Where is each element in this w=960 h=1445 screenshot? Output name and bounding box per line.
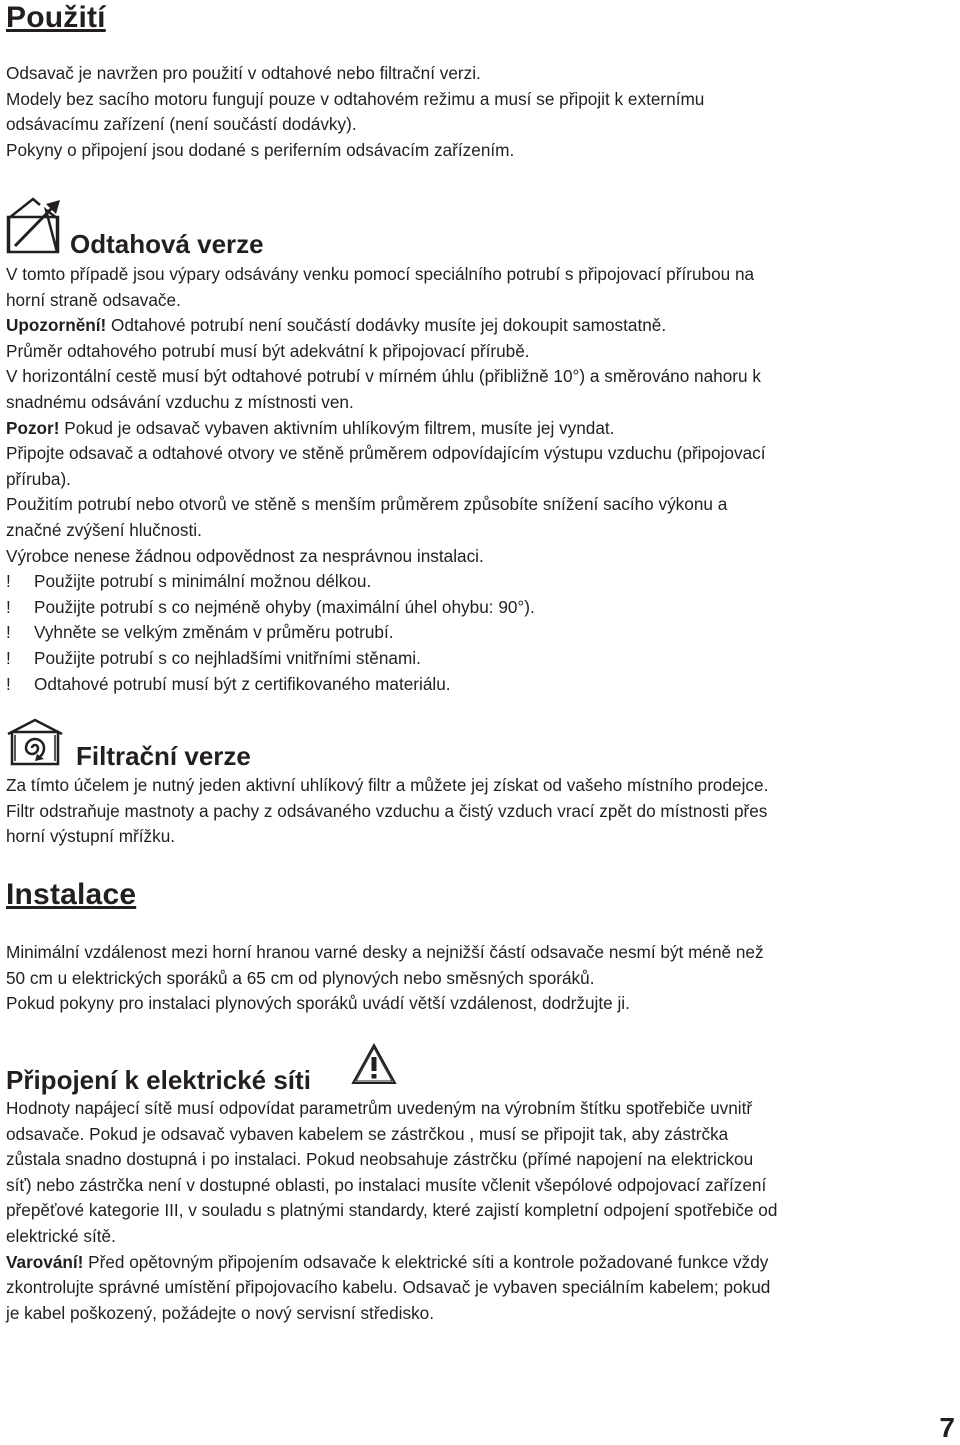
- warning-line: [6, 313, 951, 339]
- bullet-mark: !: [6, 571, 11, 592]
- installation-title: Instalace: [6, 878, 137, 911]
- text-line: síť) nebo zástrčka není v dostupné oblasti, po instalaci musíte včlenit všepólové odpojovací zařízení: [6, 1174, 767, 1195]
- text-line: Pokyny o připojení jsou dodané s periferním odsávacím zařízením.: [6, 139, 515, 160]
- text-line: Průměr odtahového potrubí musí být adekvátní k připojovací přírubě.: [6, 340, 530, 361]
- text-line: Minimální vzdálenost mezi horní hranou varné desky a nejnižší částí odsavače nesmí být méně než: [6, 942, 764, 962]
- warning-triangle-icon: [351, 1043, 397, 1085]
- caution-text: Pokud je odsavač vybaven aktivním uhlíkovým filtrem, musíte jej vyndat.: [59, 417, 615, 438]
- house-recirculation-icon: [6, 718, 64, 766]
- page-number: 7: [939, 1412, 955, 1443]
- text-line: Filtr odstraňuje mastnoty a pachy z odsávaného vzduchu a čistý vzduch vrací zpět do místnosti přes: [6, 800, 768, 821]
- text-line: V horizontální cestě musí být odtahové potrubí v mírném úhlu (přibližně 10°) a směrováno nahoru k: [6, 366, 761, 387]
- bullet-item: ! Odtahové potrubí musí být z certifikovaného materiálu.: [6, 672, 951, 698]
- text-line: je kabel poškozený, požádejte o nový servisní středisko.: [6, 1302, 435, 1323]
- bullet-item: ! Použijte potrubí s minimální možnou délkou.: [6, 569, 951, 595]
- warning-text: Odtahové potrubí není součástí dodávky musíte jej dokoupit samostatně.: [106, 315, 667, 336]
- warning-label: Upozornění!: [6, 315, 107, 336]
- text-line: Hodnoty napájecí sítě musí odpovídat parametrům uvedeným na výrobním štítku spotřebiče uvnitř: [6, 1098, 753, 1118]
- bullet-item: ! Použijte potrubí s co nejméně ohyby (maximální úhel ohybu: 90°).: [6, 595, 951, 621]
- text-line: odsavače. Pokud je odsavač vybaven kabelem se zástrčkou , musí se připojit tak, aby zástrčka: [6, 1123, 729, 1144]
- caution-line: [6, 416, 951, 442]
- text-line: snadnému odsávání vzduchu z místnosti ven.: [6, 391, 354, 412]
- filter-body: [6, 773, 951, 850]
- text-line: Použitím potrubí nebo otvorů ve stěně s menším průměrem způsobíte snížení sacího výkonu a: [6, 494, 728, 515]
- usage-title: Použití: [6, 1, 106, 34]
- text-line: elektrické sítě.: [6, 1225, 116, 1246]
- bullet-item: ! Použijte potrubí s co nejhladšími vnitřními stěnami.: [6, 646, 951, 672]
- text-line: Za tímto účelem je nutný jeden aktivní uhlíkový filtr a můžete jej získat od vašeho místního prodejce.: [6, 775, 769, 795]
- house-exhaust-icon: [6, 196, 62, 254]
- text-line: Pokud pokyny pro instalaci plynových sporáků uvádí větší vzdálenost, dodržujte ji.: [6, 993, 630, 1014]
- text-line: 50 cm u elektrických sporáků a 65 cm od plynových nebo směsných sporáků.: [6, 967, 595, 988]
- text-line: odsávacímu zařízení (není součástí dodávky).: [6, 114, 357, 135]
- text-line: příruba).: [6, 468, 71, 489]
- warning-text: Před opětovným připojením odsavače k elektrické síti a kontrole požadované funkce vždy: [83, 1251, 769, 1272]
- text-line: Připojte odsavač a odtahové otvory ve stěně průměrem odpovídajícím výstupu vzduchu (připojovací: [6, 443, 766, 464]
- warning-label: Varování!: [6, 1251, 84, 1272]
- electrical-body: [6, 1096, 951, 1326]
- text-line: zůstala snadno dostupná i po instalaci. Pokud neobsahuje zástrčku (přímé napojení na elektrickou: [6, 1149, 754, 1170]
- bullet-item: ! Vyhněte se velkým změnám v průměru potrubí.: [6, 620, 951, 646]
- text-line: značné zvýšení hlučnosti.: [6, 519, 202, 540]
- text-line: přepěťové kategorie III, v souladu s platnými standardy, které zajistí kompletní odpojení spotřebiče od: [6, 1200, 778, 1221]
- warning-line: [6, 1250, 951, 1276]
- bullet-mark: !: [6, 596, 11, 617]
- text-line: Odsavač je navržen pro použití v odtahové nebo filtrační verzi.: [6, 63, 481, 83]
- text-line: zkontrolujte správné umístění připojovacího kabelu. Odsavač je vybaven speciálním kabelem; pokud: [6, 1277, 771, 1298]
- text-line: V tomto případě jsou výpary odsávány venku pomocí speciálního potrubí s připojovací přírubou na: [6, 264, 755, 284]
- bullet-mark: !: [6, 673, 11, 694]
- text-line: Výrobce nenese žádnou odpovědnost za nesprávnou instalaci.: [6, 545, 484, 566]
- filter-title: Filtrační verze: [76, 741, 251, 771]
- installation-body: [6, 940, 951, 1017]
- usage-intro: [6, 61, 951, 163]
- bullet-mark: !: [6, 622, 11, 643]
- caution-label: Pozor!: [6, 417, 60, 438]
- text-line: Modely bez sacího motoru fungují pouze v odtahovém režimu a musí se připojit k externímu: [6, 88, 705, 109]
- text-line: horní straně odsavače.: [6, 289, 181, 310]
- exhaust-body: [6, 262, 951, 697]
- exhaust-title: Odtahová verze: [70, 229, 264, 259]
- bullet-mark: !: [6, 647, 11, 668]
- text-line: horní výstupní mřížku.: [6, 826, 176, 847]
- electrical-title: Připojení k elektrické síti: [6, 1065, 311, 1095]
